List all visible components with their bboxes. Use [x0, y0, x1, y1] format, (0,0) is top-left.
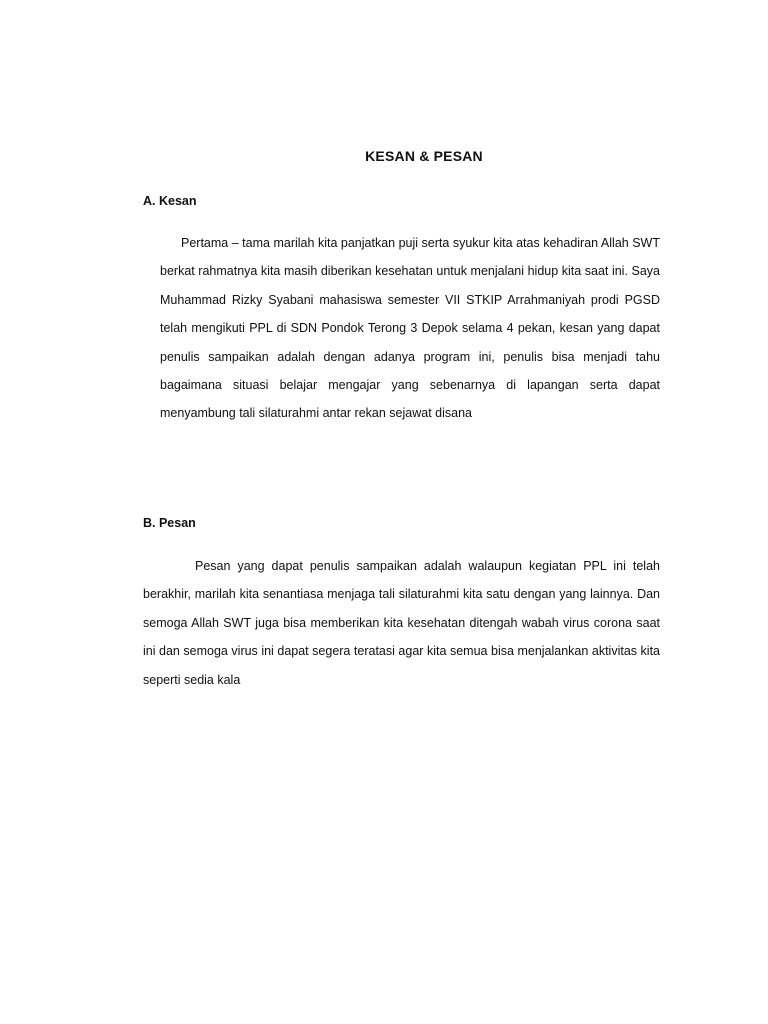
- kesan-paragraph: Pertama – tama marilah kita panjatkan puji serta syukur kita atas kehadiran Allah SWT berkat rahmatnya kita masih diberikan kesehatan untuk menjalani hidup kita saat ini. Saya Muhammad Rizky Syabani mahasiswa semester VII STKIP Arrahmaniyah prodi PGSD telah mengikuti PPL di SDN Pondok Terong 3 Depok selama 4 pekan, kesan yang dapat penulis sampaikan adalah dengan adanya program ini, penulis bisa menjadi tahu bagaimana situasi belajar mengajar yang sebenarnya di lapangan serta dapat menyambung tali silaturahmi antar rekan sejawat disana: [160, 236, 660, 421]
- kesan-heading: A. Kesan: [143, 194, 197, 208]
- page-title: KESAN & PESAN: [365, 148, 483, 164]
- pesan-paragraph: Pesan yang dapat penulis sampaikan adalah walaupun kegiatan PPL ini telah berakhir, marilah kita senantiasa menjaga tali silaturahmi kita satu dengan yang lainnya. Dan semoga Allah SWT juga bisa memberikan kita kesehatan ditengah wabah virus corona saat ini dan semoga virus ini dapat segera teratasi agar kita semua bisa menjalankan aktivitas kita seperti sedia kala: [143, 559, 660, 687]
- pesan-heading: B. Pesan: [143, 516, 196, 530]
